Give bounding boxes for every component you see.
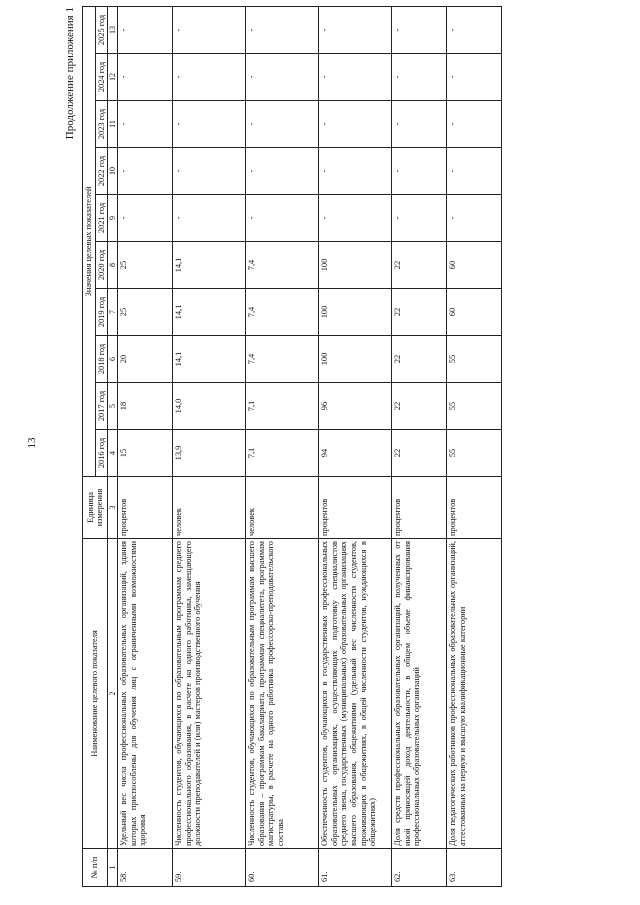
value-cell: - bbox=[392, 6, 447, 53]
unit-cell: процентов bbox=[118, 477, 173, 539]
header-year: 2016 год bbox=[95, 430, 108, 477]
header-values-group: Значения целевых показателей bbox=[83, 6, 96, 476]
column-index: 2 bbox=[108, 539, 118, 849]
value-cell: - bbox=[319, 54, 392, 101]
value-cell: - bbox=[447, 54, 502, 101]
value-cell: 20 bbox=[118, 336, 173, 383]
row-number: 60. bbox=[246, 849, 319, 887]
value-cell: 60 bbox=[447, 242, 502, 289]
header-year: 2021 год bbox=[95, 195, 108, 242]
value-cell: 14,0 bbox=[173, 383, 246, 430]
value-cell: 14,1 bbox=[173, 289, 246, 336]
indicator-name: Доля средств профессиональных образовательных организаций, полученных от иной приносящей доход деятельности, в общем объеме финансирования профессиональных образовательных организаций bbox=[392, 539, 447, 849]
column-index: 7 bbox=[108, 289, 118, 336]
target-indicators-table bbox=[82, 6, 502, 887]
value-cell: - bbox=[173, 195, 246, 242]
value-cell: 25 bbox=[118, 289, 173, 336]
header-year: 2019 год bbox=[95, 289, 108, 336]
value-cell: - bbox=[447, 195, 502, 242]
value-cell: 13,9 bbox=[173, 430, 246, 477]
value-cell: - bbox=[246, 101, 319, 148]
value-cell: 94 bbox=[319, 430, 392, 477]
value-cell: 22 bbox=[392, 383, 447, 430]
column-index: 6 bbox=[108, 336, 118, 383]
value-cell: 7,4 bbox=[246, 242, 319, 289]
row-number: 58. bbox=[118, 849, 173, 887]
column-index: 13 bbox=[108, 6, 118, 53]
value-cell: - bbox=[173, 101, 246, 148]
row-number: 63. bbox=[447, 849, 502, 887]
value-cell: - bbox=[319, 195, 392, 242]
value-cell: 55 bbox=[447, 383, 502, 430]
unit-cell: процентов bbox=[447, 477, 502, 539]
value-cell: 22 bbox=[392, 289, 447, 336]
header-year: 2025 год bbox=[95, 6, 108, 53]
value-cell: 25 bbox=[118, 242, 173, 289]
unit-cell: человек bbox=[246, 477, 319, 539]
header-year: 2017 год bbox=[95, 383, 108, 430]
value-cell: - bbox=[118, 54, 173, 101]
row-number: 59. bbox=[173, 849, 246, 887]
column-index: 3 bbox=[108, 477, 118, 539]
indicator-name: Численность студентов, обучающихся по образовательным программам среднего профессионального образования, в расчете на одного работника, замещающего должности преподавателей и (или) мастеров производственного обучения bbox=[173, 539, 246, 849]
indicator-name: Удельный вес числа профессиональных образовательных организаций, здания которых приспособлены для обучения лиц с ограниченными возможностями здоровья bbox=[118, 539, 173, 849]
value-cell: - bbox=[118, 195, 173, 242]
value-cell: - bbox=[246, 6, 319, 53]
value-cell: - bbox=[118, 101, 173, 148]
value-cell: - bbox=[319, 148, 392, 195]
table-row bbox=[319, 6, 392, 886]
row-number: 61. bbox=[319, 849, 392, 887]
header-year: 2022 год bbox=[95, 148, 108, 195]
column-index: 1 bbox=[108, 849, 118, 887]
column-index: 4 bbox=[108, 430, 118, 477]
value-cell: 96 bbox=[319, 383, 392, 430]
value-cell: 100 bbox=[319, 289, 392, 336]
page-number: 13 bbox=[26, 437, 38, 449]
value-cell: 14,1 bbox=[173, 242, 246, 289]
value-cell: - bbox=[447, 148, 502, 195]
value-cell: 7,4 bbox=[246, 289, 319, 336]
value-cell: - bbox=[173, 54, 246, 101]
unit-cell: человек bbox=[173, 477, 246, 539]
value-cell: - bbox=[246, 54, 319, 101]
indicator-name: Обеспеченность студентов, обучающихся в государственных профессиональных образовательных организациях, осуществляющих подготовку специалистов среднего звена, государственных (муниципальных) образовательных организациях высшего образования, общежитиями (удельный вес численности студентов, проживающих в общежитиях, в общей численности студентов, нуждающихся в общежитиях) bbox=[319, 539, 392, 849]
value-cell: - bbox=[173, 148, 246, 195]
value-cell: - bbox=[118, 6, 173, 53]
value-cell: 7,4 bbox=[246, 336, 319, 383]
value-cell: - bbox=[447, 6, 502, 53]
column-index: 12 bbox=[108, 54, 118, 101]
header-no: № п/п bbox=[83, 849, 108, 887]
header-year: 2024 год bbox=[95, 54, 108, 101]
header-name: Наименование целевого показателя bbox=[83, 539, 108, 849]
value-cell: 7,1 bbox=[246, 383, 319, 430]
table-row bbox=[118, 6, 173, 886]
table-row bbox=[447, 6, 502, 886]
value-cell: 100 bbox=[319, 242, 392, 289]
indicator-name: Численность студентов, обучающихся по образовательным программам высшего образования – программам бакалавриата, программам специалитета, программам магистратуры, в расчете на одного работника профессорско-преподавательского состава bbox=[246, 539, 319, 849]
header-year: 2020 год bbox=[95, 242, 108, 289]
value-cell: - bbox=[392, 148, 447, 195]
value-cell: 60 bbox=[447, 289, 502, 336]
header-year: 2018 год bbox=[95, 336, 108, 383]
table-row bbox=[392, 6, 447, 886]
value-cell: 55 bbox=[447, 430, 502, 477]
column-index: 8 bbox=[108, 242, 118, 289]
value-cell: - bbox=[392, 54, 447, 101]
value-cell: 22 bbox=[392, 242, 447, 289]
value-cell: - bbox=[319, 101, 392, 148]
value-cell: 18 bbox=[118, 383, 173, 430]
column-index: 10 bbox=[108, 148, 118, 195]
unit-cell: процентов bbox=[319, 477, 392, 539]
column-index: 11 bbox=[108, 101, 118, 148]
value-cell: - bbox=[246, 195, 319, 242]
value-cell: - bbox=[319, 6, 392, 53]
value-cell: - bbox=[392, 101, 447, 148]
unit-cell: процентов bbox=[392, 477, 447, 539]
continuation-note: Продолжение приложения 1 bbox=[64, 7, 76, 140]
row-number: 62. bbox=[392, 849, 447, 887]
value-cell: 100 bbox=[319, 336, 392, 383]
header-year: 2023 год bbox=[95, 101, 108, 148]
column-index: 5 bbox=[108, 383, 118, 430]
value-cell: - bbox=[118, 148, 173, 195]
header-unit: Единица измерения bbox=[83, 477, 108, 539]
value-cell: 55 bbox=[447, 336, 502, 383]
table-row bbox=[246, 6, 319, 886]
value-cell: 7,1 bbox=[246, 430, 319, 477]
value-cell: - bbox=[392, 195, 447, 242]
indicator-name: Доля педагогических работников профессиональных образовательных организаций, аттестованных на первую и высшую квалификационные категории bbox=[447, 539, 502, 849]
value-cell: - bbox=[246, 148, 319, 195]
value-cell: - bbox=[447, 101, 502, 148]
rotated-page-content bbox=[62, 7, 632, 887]
value-cell: 22 bbox=[392, 336, 447, 383]
value-cell: 15 bbox=[118, 430, 173, 477]
value-cell: 22 bbox=[392, 430, 447, 477]
value-cell: - bbox=[173, 6, 246, 53]
value-cell: 14,1 bbox=[173, 336, 246, 383]
column-index: 9 bbox=[108, 195, 118, 242]
table-row bbox=[173, 6, 246, 886]
